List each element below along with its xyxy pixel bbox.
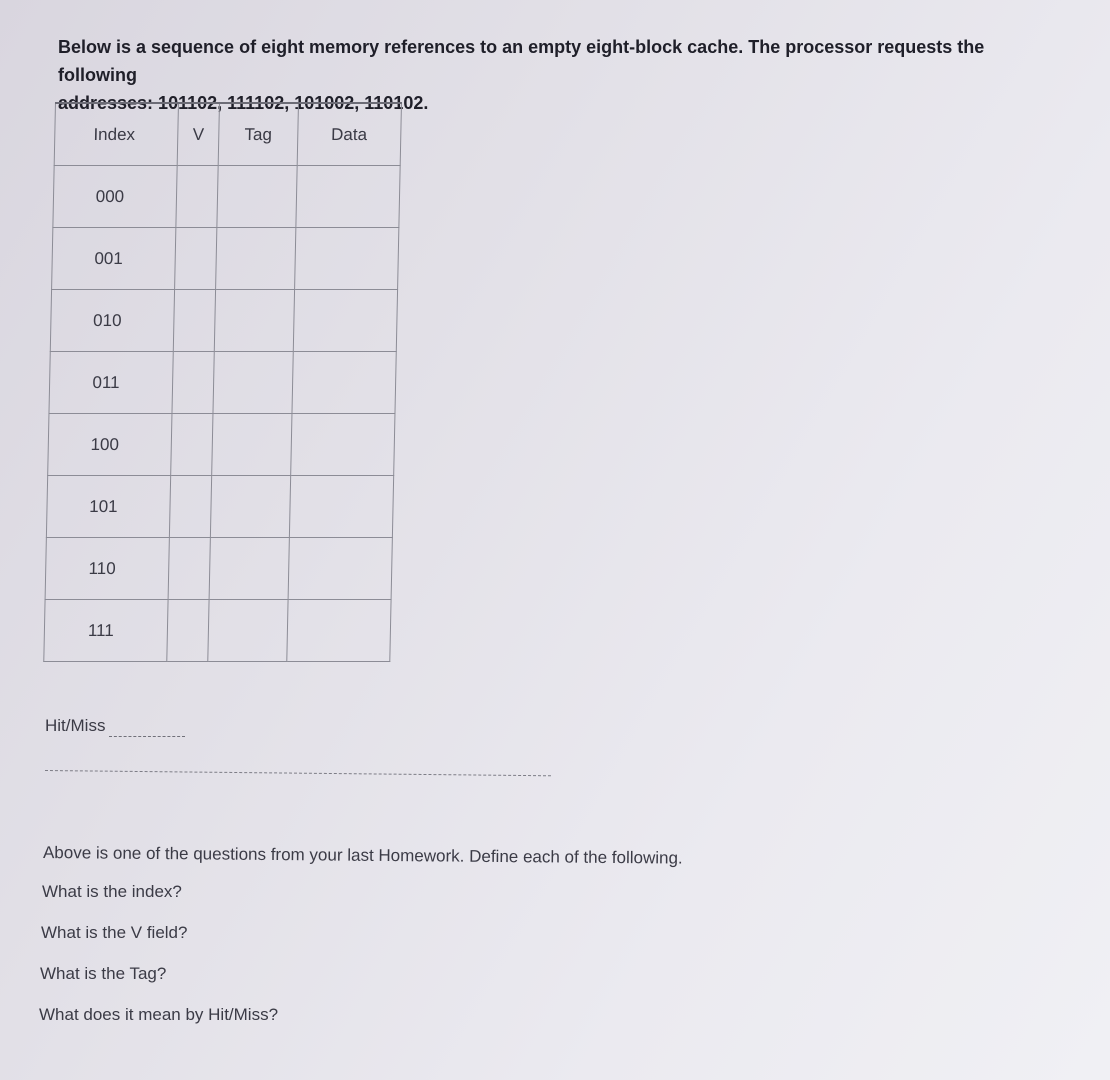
v-cell [171,414,214,476]
data-cell [295,166,400,228]
v-cell [173,290,216,352]
table-row [49,352,396,414]
table-row [50,290,397,352]
dashed-divider [45,770,551,776]
index-cell: 010 [50,290,174,352]
tag-cell [212,414,292,476]
tag-cell [208,600,288,662]
question-v-field: What is the V field? [41,923,188,942]
data-cell [289,476,394,538]
data-cell [290,414,395,476]
header-index: Index [54,103,178,166]
followup-prompt: Above is one of the questions from your last Homework. Define each of the following. [42,843,683,868]
v-cell [169,476,212,538]
v-cell [172,352,215,414]
problem-statement-line-1: Below is a sequence of eight memory references to an empty eight-block cache. The processor requests the following [58,37,985,85]
data-cell [294,228,399,290]
tag-cell [209,538,289,600]
data-cell [292,352,397,414]
table-row [44,600,391,662]
index-cell: 111 [44,600,168,662]
table-row [46,476,393,538]
question-index: What is the index? [42,882,182,901]
index-cell: 011 [49,352,173,414]
table-row [53,166,400,228]
tag-cell [216,228,296,290]
table-row [48,414,395,476]
cache-table-header [54,103,401,166]
v-cell [167,600,210,662]
hit-miss-blank[interactable] [109,716,185,737]
header-data: Data [297,103,402,166]
data-cell [293,290,398,352]
data-cell [288,538,393,600]
index-cell: 001 [52,228,176,290]
tag-cell [215,290,295,352]
data-cell [286,600,391,662]
hit-miss-field [45,716,185,737]
v-cell [176,166,219,228]
index-cell: 110 [45,538,169,600]
cache-table [43,102,402,662]
index-cell: 101 [46,476,170,538]
header-v: V [177,103,220,166]
header-tag: Tag [218,103,298,166]
problem-statement-line-2: addresses: 101102, 111102, 101002, 110102. [58,93,429,113]
table-row [45,538,392,600]
tag-cell [211,476,291,538]
tag-cell [217,166,297,228]
index-cell: 000 [53,166,177,228]
question-hit-miss: What does it mean by Hit/Miss? [39,1005,279,1024]
v-cell [174,228,217,290]
tag-cell [213,352,293,414]
hit-miss-label: Hit/Miss [45,716,106,735]
question-tag: What is the Tag? [40,964,167,983]
index-cell: 100 [48,414,172,476]
table-row [52,228,399,290]
v-cell [168,538,211,600]
